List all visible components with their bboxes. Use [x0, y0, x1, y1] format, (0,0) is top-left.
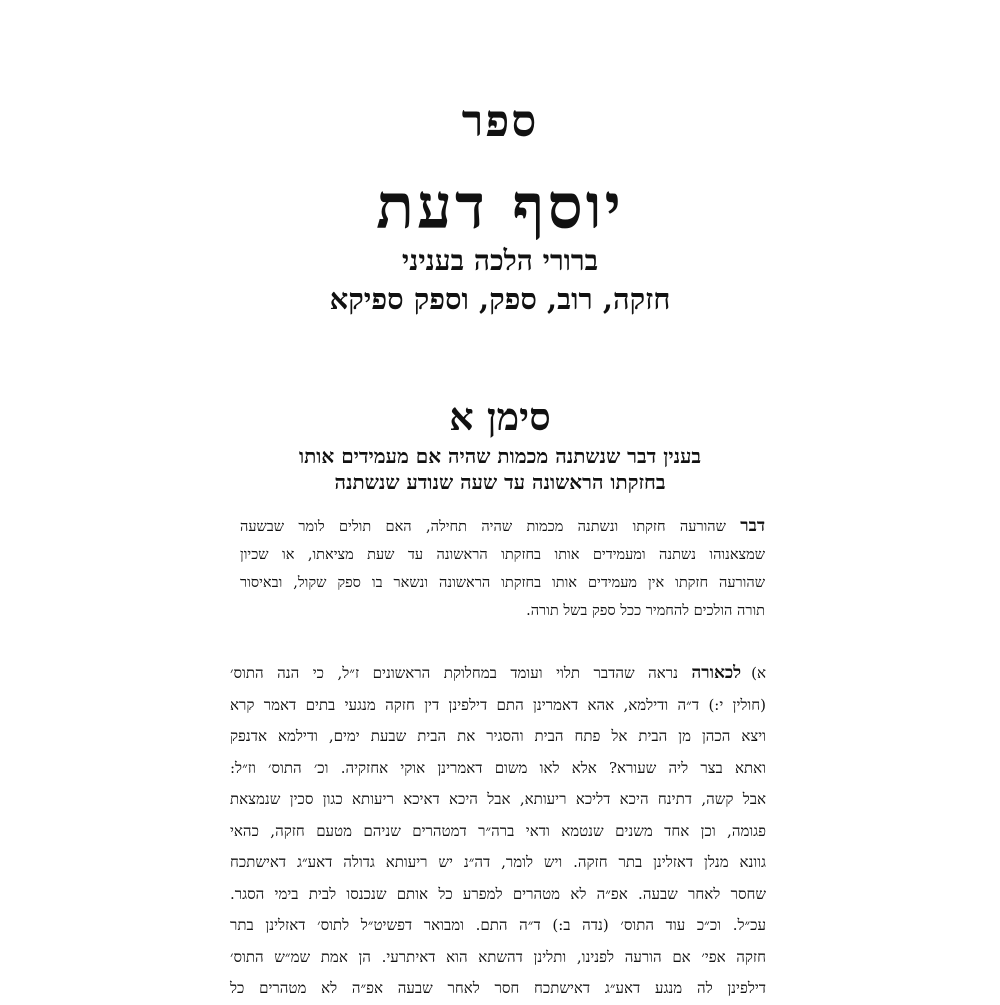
answer-line: עכ״ל. וכ״כ עוד התוס׳ (נדה ב:) ד״ה התם. ומבואר דפשיט״ל לתוס׳ דאזלינן בתר [230, 916, 766, 934]
question-line: שהורעה חזקתו אין מעמידים אותו בחזקתו הראשונה ונשאר בו ספק שקול, ובאיסור [240, 575, 765, 591]
answer-line-text: נראה שהדבר תלוי ועומד במחלוקת הראשונים ז״ל, כי הנה התוס׳ [230, 664, 678, 682]
siman-heading: סימן א [449, 394, 551, 439]
answer-line: פגומה, וכן אחד משנים שנטמא ודאי ברה״ר דמטהרים שניהם מטעם חזקה, כהאי [230, 821, 766, 840]
question-lead-word: דבר [740, 516, 766, 536]
answer-lead-word: לכאורה [691, 663, 742, 683]
question-line [240, 512, 765, 541]
question-line: תורה הולכים להחמיר ככל ספק בשל תורה. [526, 603, 765, 619]
subtitle-line-1: ברורי הלכה בעניני [401, 244, 599, 277]
answer-line: גוונא מנלן דאזלינן בתר חזקה. ויש לומר, דה״נ יש ריעותא גדולה דאע״ג דאישתכח [230, 853, 766, 871]
sefer-label: ספר [461, 96, 539, 147]
answer-line [230, 658, 766, 690]
answer-line: ויצא הכהן מן הבית אל פתח הבית והסגיר את הבית שבעת ימים, ודילמא אדנפק [230, 727, 766, 745]
answer-line: אבל קשה, דתינח היכא דליכא ריעותא, אבל היכא דאיכא ריעותא כגון סכין שנמצאת [230, 790, 766, 808]
answer-line: ואתא בצר ליה שעורא? אלא לאו משום דאמרינן אוקי אחזקיה. וכ׳ התוס׳ וז״ל: [230, 758, 766, 777]
topic-line-2: בחזקתו הראשונה עד שעה שנודע שנשתנה [334, 470, 666, 494]
question-paragraph [240, 512, 765, 625]
question-line-text: שהורעה חזקתו ונשתנה מכמות שהיה תחילה, האם תולים לומר שבשעה [240, 519, 726, 535]
answer-paragraph [230, 658, 766, 1005]
answer-line: חזקה אפי׳ אם הורעה לפנינו, ותלינן דהשתא הוא דאיתרעי. הן אמת שמ״ש התוס׳ [230, 947, 766, 966]
book-title: יוסף דעת [376, 170, 624, 243]
subtitle-line-2: חזקה, רוב, ספק, וספק ספיקא [329, 282, 671, 316]
answer-line: דילפינן לה מנגע דאע״ג דאישתכח חסר לאחר שבעה אפ״ה לא מטהרים כל [230, 979, 766, 997]
answer-line: שחסר לאחר שבעה. אפ״ה לא מטהרים למפרע כל אותם שנכנסו לבית בימי הסגר. [230, 884, 766, 903]
question-line: שמצאנוהו נשתנה ומעמידים אותו בחזקתו הראשונה עד שעת מציאתו, או שכיון [240, 547, 765, 563]
topic-line-1: בענין דבר שנשתנה מכמות שהיה אם מעמידים אותו [298, 444, 702, 468]
answer-line: (חולין י:) ד״ה ודילמא, אהא דאמרינן התם דילפינן דין חזקה מנגעי בתים דאמר קרא [230, 695, 766, 714]
answer-number: א) [751, 664, 766, 682]
